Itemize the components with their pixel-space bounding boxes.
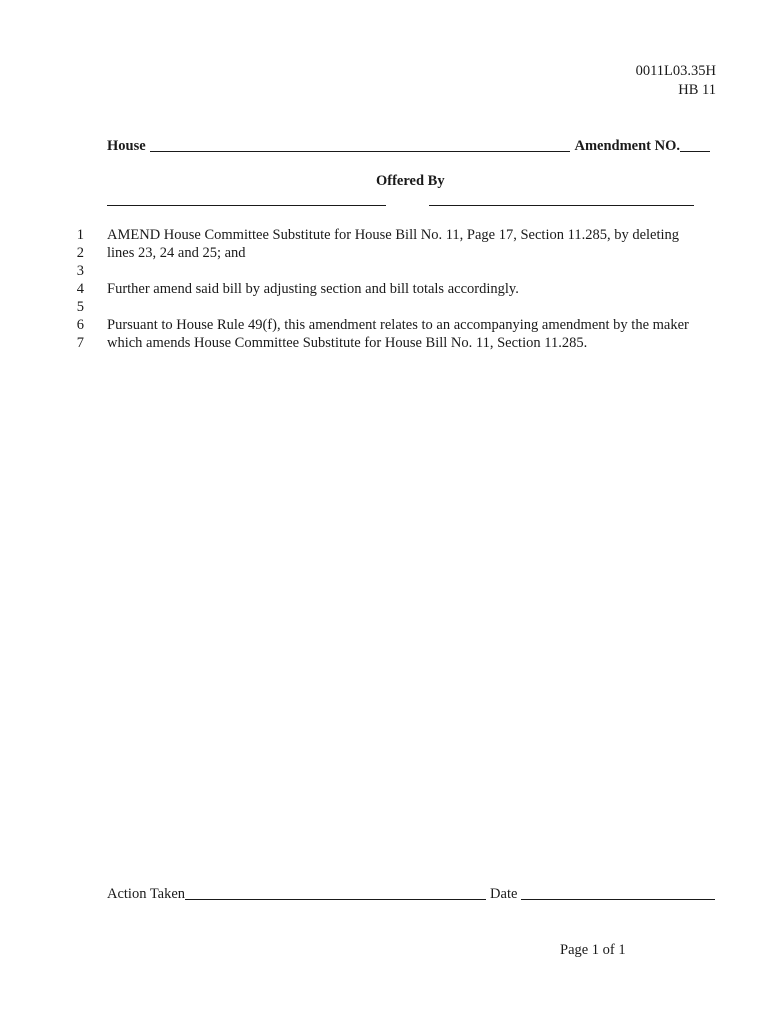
- line-number: 2: [76, 245, 84, 261]
- amendment-number-label: Amendment NO.: [574, 138, 680, 154]
- body-line: Pursuant to House Rule 49(f), this amendment relates to an accompanying amendment by the maker: [107, 317, 689, 333]
- body-line: AMEND House Committee Substitute for House Bill No. 11, Page 17, Section 11.285, by deleting: [107, 227, 680, 243]
- line-number: 5: [76, 299, 84, 315]
- action-date-row: [107, 883, 715, 903]
- date-blank-line: [521, 885, 715, 900]
- house-blank-line: [150, 137, 571, 152]
- offered-by-signature-line-left: [107, 205, 386, 206]
- document-id: 0011L03.35H: [635, 63, 716, 79]
- offered-by-label: Offered By: [376, 173, 445, 189]
- line-number: 4: [76, 281, 84, 297]
- body-line: Further amend said bill by adjusting section and bill totals accordingly.: [107, 281, 519, 297]
- offered-by-signature-line-right: [429, 205, 694, 206]
- house-label: House: [107, 138, 146, 154]
- action-taken-label: Action Taken: [107, 886, 186, 902]
- line-number: 6: [76, 317, 84, 333]
- bill-id: HB 11: [678, 82, 716, 98]
- action-taken-blank-line: [185, 885, 486, 900]
- amendment-number-blank-line: [680, 137, 710, 152]
- house-amendment-row: [107, 135, 710, 155]
- body-line: which amends House Committee Substitute for House Bill No. 11, Section 11.285.: [107, 335, 588, 351]
- line-number: 7: [76, 335, 84, 351]
- line-number: 1: [76, 227, 84, 243]
- page-number: Page 1 of 1: [560, 942, 626, 958]
- date-label: Date: [490, 886, 518, 902]
- body-line: lines 23, 24 and 25; and: [107, 245, 246, 261]
- line-number: 3: [76, 263, 84, 279]
